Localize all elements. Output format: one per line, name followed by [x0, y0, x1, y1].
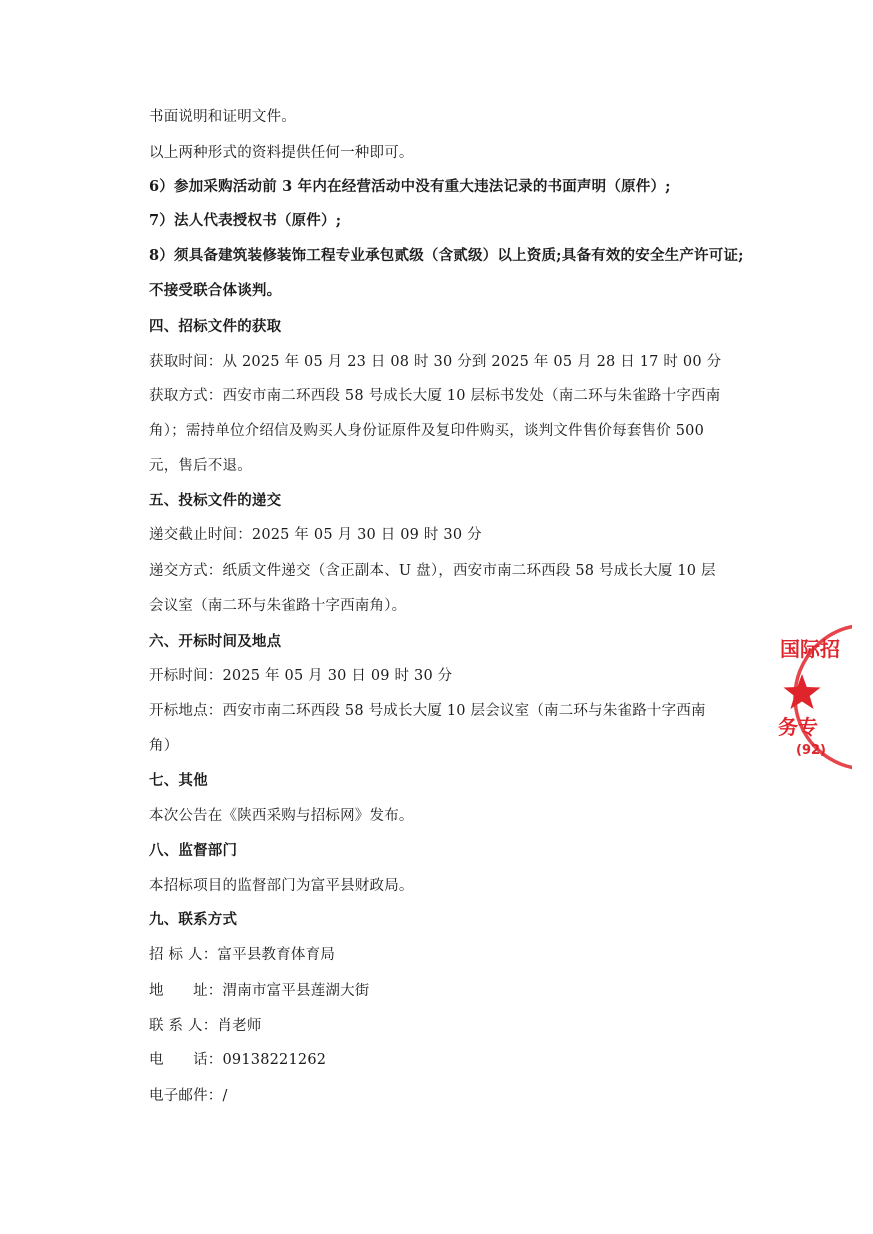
- text-line: 开标地点：西安市南二环西段 58 号成长大厦 10 层会议室（南二环与朱雀路十字西南: [149, 703, 706, 719]
- text-line: 6）参加采购活动前 3 年内在经营活动中没有重大违法记录的书面声明（原件）;: [149, 178, 671, 195]
- contact-line: 联 系 人：肖老师: [149, 1018, 262, 1034]
- section-heading: 七、其他: [149, 772, 208, 789]
- official-seal: [772, 622, 852, 772]
- text-line: 获取时间：从 2025 年 05 月 23 日 08 时 30 分到 2025 年 05 月 28 日 17 时 00 分: [149, 354, 722, 370]
- text-line: 7）法人代表授权书（原件）;: [149, 212, 342, 229]
- text-line: 书面说明和证明文件。: [149, 109, 296, 125]
- text-line: 会议室（南二环与朱雀路十字西南角）。: [149, 598, 407, 614]
- text-line: 不接受联合体谈判。: [149, 282, 282, 299]
- text-line: 开标时间：2025 年 05 月 30 日 09 时 30 分: [149, 668, 453, 684]
- seal-code: (92): [796, 743, 826, 758]
- text-line: 本招标项目的监督部门为富平县财政局。: [149, 878, 414, 894]
- contact-line: 招 标 人：富平县教育体育局: [149, 947, 336, 963]
- seal-text-bottom: 务专: [778, 715, 818, 739]
- contact-line: 电 话：09138221262: [149, 1052, 327, 1068]
- seal-text-top: 国际招: [780, 637, 840, 661]
- section-heading: 八、监督部门: [149, 842, 238, 859]
- section-heading: 六、开标时间及地点: [149, 633, 282, 650]
- text-line: 递交方式：纸质文件递交（含正副本、U 盘），西安市南二环西段 58 号成长大厦 10 层: [149, 563, 716, 579]
- text-line: 元，售后不退。: [149, 458, 252, 474]
- text-line: 角）；需持单位介绍信及购买人身份证原件及复印件购买，谈判文件售价每套售价 500: [149, 423, 705, 439]
- contact-line: 电子邮件：/: [149, 1088, 228, 1104]
- section-heading: 五、投标文件的递交: [149, 492, 282, 509]
- text-line: 获取方式：西安市南二环西段 58 号成长大厦 10 层标书发处（南二环与朱雀路十字西南: [149, 388, 721, 404]
- text-line: 8）须具备建筑装修装饰工程专业承包贰级（含贰级）以上资质;具备有效的安全生产许可证;: [149, 247, 744, 264]
- text-line: 递交截止时间：2025 年 05 月 30 日 09 时 30 分: [149, 527, 482, 543]
- text-line: 以上两种形式的资料提供任何一种即可。: [149, 145, 414, 161]
- seal-star-icon: [784, 674, 821, 709]
- text-line: 角）: [149, 738, 179, 754]
- section-heading: 九、联系方式: [149, 911, 238, 928]
- text-line: 本次公告在《陕西采购与招标网》发布。: [149, 808, 414, 824]
- section-heading: 四、招标文件的获取: [149, 318, 282, 335]
- contact-line: 地 址：渭南市富平县莲湖大街: [149, 983, 370, 999]
